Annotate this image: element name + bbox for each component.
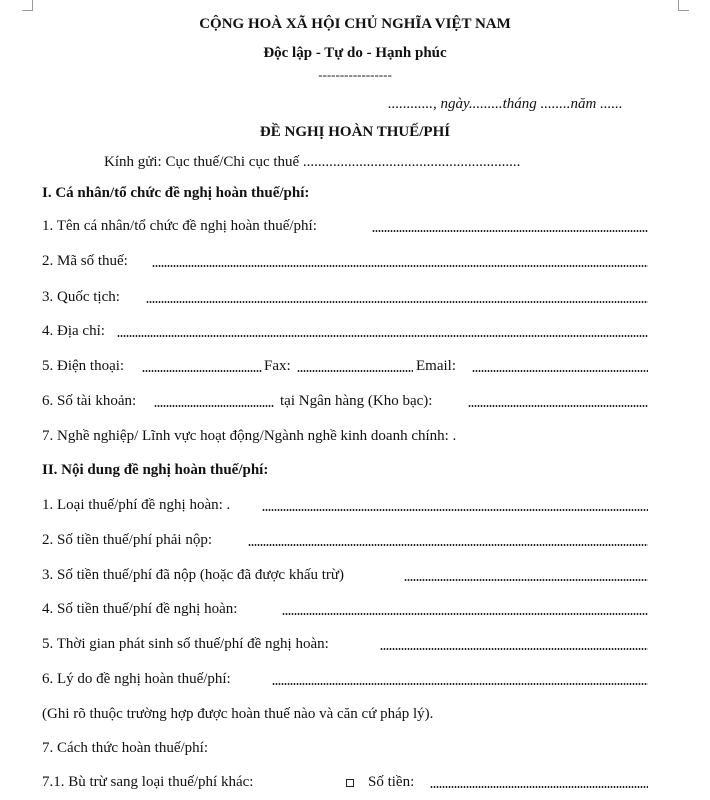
field-payable-label: 2. Số tiền thuế/phí phải nộp: xyxy=(42,532,212,548)
field-tax-code-label: 2. Mã số thuế: xyxy=(42,253,128,269)
page-corner-mark-left xyxy=(22,0,33,11)
field-tax-type-label: 1. Loại thuế/phí đề nghị hoàn: . xyxy=(42,497,231,513)
field-requested-input[interactable] xyxy=(282,613,648,615)
field-nationality-input[interactable] xyxy=(146,301,648,303)
field-paid-input[interactable] xyxy=(404,579,648,581)
section-2-heading: II. Nội dung đề nghị hoàn thuế/phí: xyxy=(42,462,269,478)
field-payable-input[interactable] xyxy=(248,544,648,546)
field-period-input[interactable] xyxy=(380,648,648,650)
field-occupation-label[interactable]: 7. Nghề nghiệp/ Lĩnh vực hoạt động/Ngành nghề kinh doanh chính: . xyxy=(42,428,457,444)
field-address-label: 4. Địa chỉ: xyxy=(42,323,105,339)
field-requested-label: 4. Số tiền thuế/phí đề nghị hoàn: xyxy=(42,601,238,617)
page-corner-mark-right xyxy=(678,0,689,11)
field-tax-type-input[interactable] xyxy=(262,509,648,511)
recipient-line[interactable]: Kính gửi: Cục thuế/Chi cục thuế .......................................................... xyxy=(104,154,521,170)
date-line-text: ............, ngày.........tháng ........năm ...... xyxy=(388,96,623,112)
amount-label: Số tiền: xyxy=(368,774,415,790)
field-reason-label: 6. Lý do đề nghị hoàn thuế/phí: xyxy=(42,671,231,687)
field-tax-code-input[interactable] xyxy=(152,265,648,267)
field-email-input[interactable] xyxy=(472,370,648,372)
field-address-input[interactable] xyxy=(117,335,648,337)
national-motto: Độc lập - Tự do - Hạnh phúc xyxy=(263,45,447,61)
form-title: ĐỀ NGHỊ HOÀN THUẾ/PHÍ xyxy=(259,124,451,140)
header-separator: ----------------- xyxy=(318,67,392,82)
field-fax-input[interactable] xyxy=(297,370,413,372)
field-name-input[interactable] xyxy=(372,230,648,232)
amount-input[interactable] xyxy=(430,786,648,788)
date-line[interactable] xyxy=(388,95,623,113)
field-bank-input[interactable] xyxy=(468,405,648,407)
field-email-label: Email: xyxy=(416,358,456,374)
field-fax-label: Fax: xyxy=(264,358,291,374)
field-period-label: 5. Thời gian phát sinh số thuế/phí đề nghị hoàn: xyxy=(42,636,329,652)
field-phone-input[interactable] xyxy=(142,370,262,372)
national-title: CỘNG HOÀ XÃ HỘI CHỦ NGHĨA VIỆT NAM xyxy=(199,16,511,32)
refund-method-label: 7. Cách thức hoàn thuế/phí: xyxy=(42,740,209,756)
field-account-label: 6. Số tài khoản: xyxy=(42,393,137,409)
field-reason-input[interactable] xyxy=(272,683,648,685)
field-account-input[interactable] xyxy=(154,405,274,407)
field-phone-label: 5. Điện thoại: xyxy=(42,358,125,374)
field-bank-label: tại Ngân hàng (Kho bạc): xyxy=(280,393,433,409)
reason-note: (Ghi rõ thuộc trường hợp được hoàn thuế nào và căn cứ pháp lý). xyxy=(42,706,434,722)
field-nationality-label: 3. Quốc tịch: xyxy=(42,289,120,305)
offset-checkbox[interactable] xyxy=(346,779,354,787)
offset-label: 7.1. Bù trừ sang loại thuế/phí khác: xyxy=(42,774,254,790)
field-name-label: 1. Tên cá nhân/tổ chức đề nghị hoàn thuế/phí: xyxy=(42,218,317,234)
section-1-heading: I. Cá nhân/tổ chức đề nghị hoàn thuế/phí: xyxy=(42,185,310,201)
field-paid-label: 3. Số tiền thuế/phí đã nộp (hoặc đã được khấu trừ) xyxy=(42,567,345,583)
